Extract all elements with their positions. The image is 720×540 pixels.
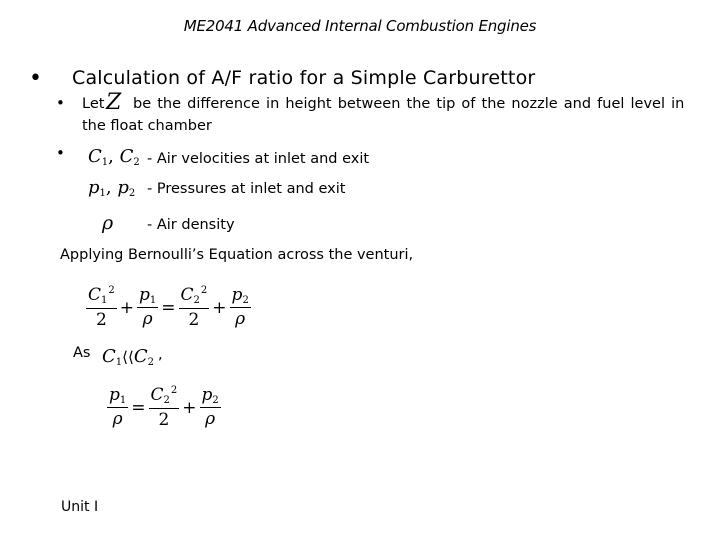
- fraction-p2-over-rho: $\frac{p_2}{\rho}$: [201, 384, 219, 429]
- z-symbol: Z: [106, 90, 122, 115]
- bernoulli-equation: $\frac{C_1^2}{2}$ + $\frac{p_1}{\rho}$ = $\frac{C_2^2}{2}$ + $\frac{p_2}{\rho}$: [88, 284, 249, 330]
- inequality-c1-much-less-c2: $C_1⟨⟨C_2$: [102, 346, 155, 368]
- fraction-c1-squared-over-2: $\frac{C_1^2}{2}$: [88, 285, 115, 330]
- let-word: Let: [82, 96, 105, 112]
- footer-unit: Unit I: [61, 499, 99, 515]
- slide-heading: Calculation of A/F ratio for a Simple Carburettor: [72, 67, 536, 89]
- rho-symbol: ρ: [102, 212, 114, 234]
- bullet-icon: •: [56, 94, 65, 112]
- velocities-description: - Air velocities at inlet and exit: [147, 151, 370, 167]
- fraction-c2-squared-over-2: $\frac{C_2^2}{2}$: [180, 285, 208, 330]
- page-header: ME2041 Advanced Internal Combustion Engines: [183, 17, 537, 35]
- pressures-description: - Pressures at inlet and exit: [147, 181, 346, 197]
- c-symbol: C: [88, 146, 102, 167]
- z-description-line1: be the difference in height between the tip of the nozzle and fuel level in: [133, 96, 685, 112]
- simplified-equation: $\frac{p_1}{\rho}$ = $\frac{C_2^2}{2}$ + $\frac{p_2}{\rho}$: [109, 384, 219, 430]
- fraction-p2-over-rho: $\frac{p_2}{\rho}$: [231, 284, 249, 329]
- as-word: As: [73, 345, 91, 361]
- c1-c2-symbols: $C_1$, $C_2$: [88, 146, 140, 168]
- p1-p2-symbols: $p_1$, $p_2$: [88, 177, 136, 199]
- z-description-line2: the float chamber: [82, 118, 212, 134]
- bullet-icon: •: [29, 66, 42, 91]
- fraction-c2-squared-over-2: $\frac{C_2^2}{2}$: [150, 385, 178, 430]
- comma: ,: [158, 347, 163, 363]
- fraction-p1-over-rho: $\frac{p_1}{\rho}$: [109, 384, 127, 429]
- bernoulli-text: Applying Bernoulli’s Equation across the venturi,: [60, 247, 414, 263]
- c-symbol: C: [119, 146, 134, 167]
- density-description: - Air density: [147, 217, 235, 233]
- fraction-p1-over-rho: $\frac{p_1}{\rho}$: [139, 284, 157, 329]
- p-symbol: p: [117, 177, 129, 198]
- p-symbol: p: [88, 177, 100, 198]
- bullet-icon: •: [56, 144, 65, 162]
